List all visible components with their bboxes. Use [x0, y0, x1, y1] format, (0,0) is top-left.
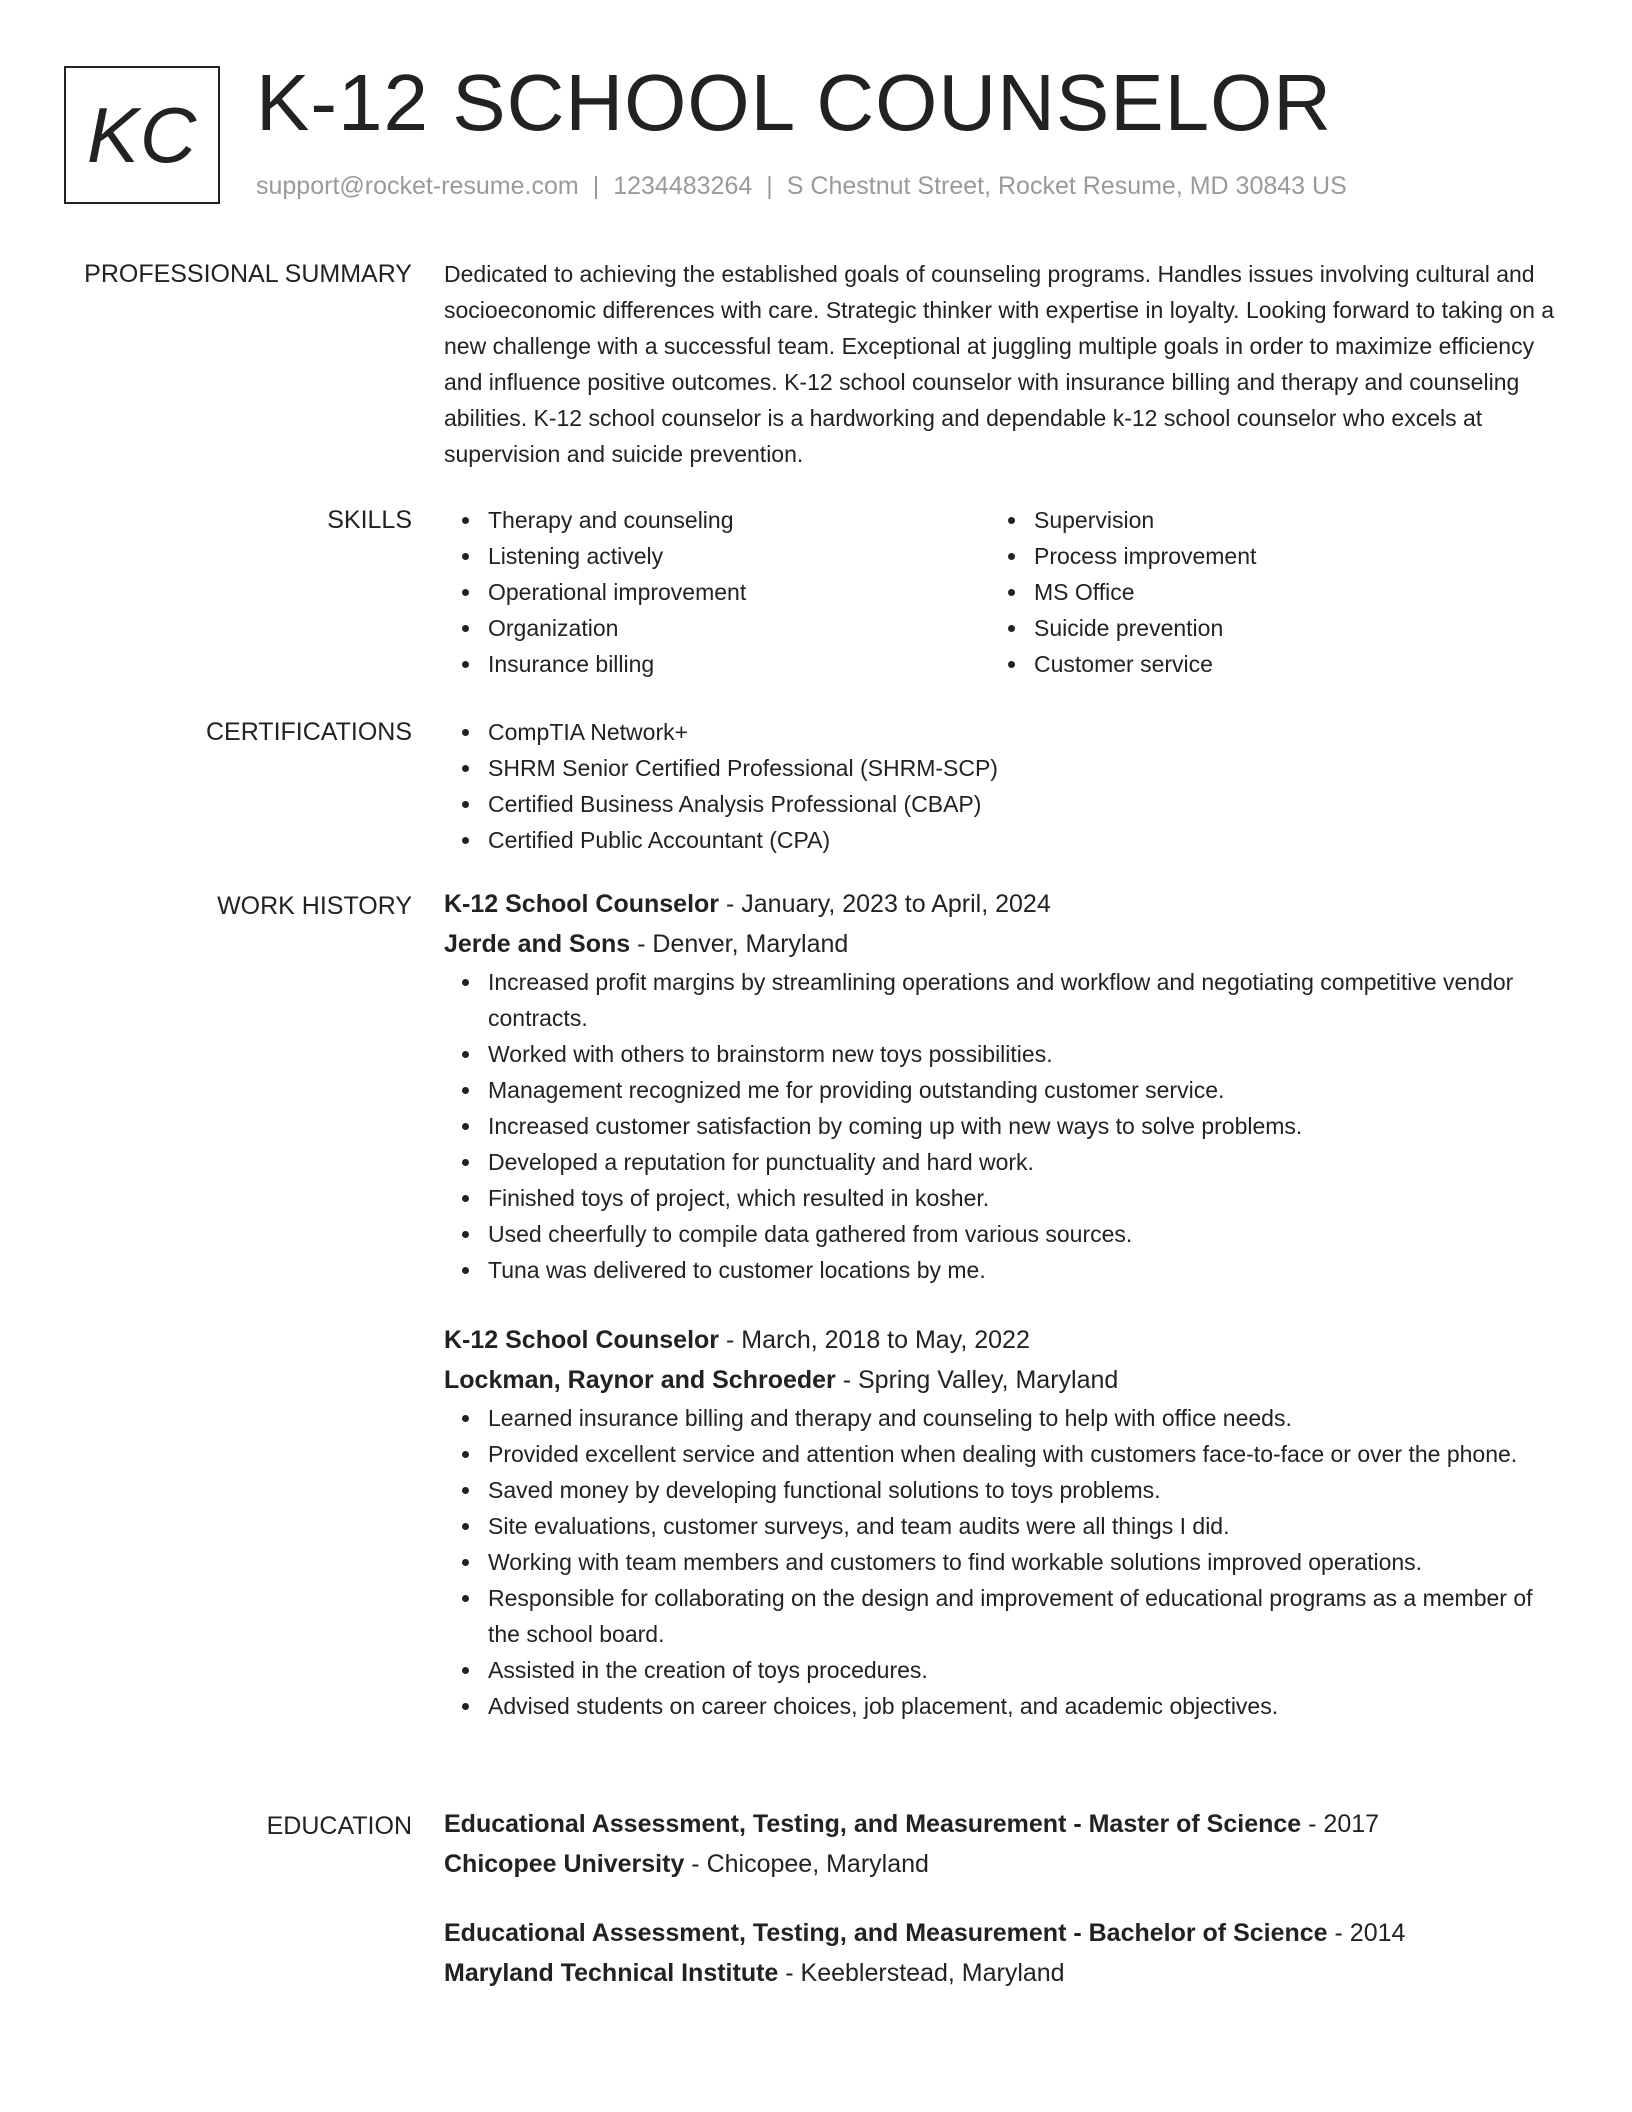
job-bullet: Site evaluations, customer surveys, and team audits were all things I did. — [488, 1508, 1564, 1544]
skills-column-right — [990, 502, 1536, 682]
certification-item: Certified Public Accountant (CPA) — [488, 822, 1564, 858]
skill-item: MS Office — [1034, 574, 1536, 610]
job-company-line — [444, 924, 1564, 964]
skill-item: Customer service — [1034, 646, 1536, 682]
skill-item: Suicide prevention — [1034, 610, 1536, 646]
job-bullet: Assisted in the creation of toys procedures. — [488, 1652, 1564, 1688]
job-dates: - March, 2018 to May, 2022 — [719, 1326, 1030, 1354]
education-degree: Educational Assessment, Testing, and Measurement - Bachelor of Science — [444, 1919, 1328, 1947]
certification-item: SHRM Senior Certified Professional (SHRM-SCP) — [488, 750, 1564, 786]
education-year: - 2017 — [1301, 1810, 1380, 1838]
skill-item: Insurance billing — [488, 646, 990, 682]
section-heading: PROFESSIONAL SUMMARY — [84, 260, 412, 288]
skill-item: Process improvement — [1034, 538, 1536, 574]
education-school: Maryland Technical Institute — [444, 1959, 779, 1987]
job-bullet: Developed a reputation for punctuality and hard work. — [488, 1144, 1564, 1180]
contact-email: support@rocket-resume.com — [256, 172, 579, 200]
section-content — [444, 256, 1564, 472]
education-school-line — [444, 1953, 1564, 1993]
job-bullet: Working with team members and customers to find workable solutions improved operations. — [488, 1544, 1564, 1580]
job-bullet: Finished toys of project, which resulted in kosher. — [488, 1180, 1564, 1216]
job-title: K-12 School Counselor — [444, 890, 720, 918]
contact-address: S Chestnut Street, Rocket Resume, MD 30843 US — [786, 172, 1347, 200]
contact-line — [256, 172, 1347, 201]
job-entry — [444, 884, 1564, 1288]
certification-item: Certified Business Analysis Professional (CBAP) — [488, 786, 1564, 822]
job-location: - Spring Valley, Maryland — [835, 1366, 1119, 1394]
contact-phone: 1234483264 — [613, 172, 753, 200]
job-bullet: Saved money by developing functional solutions to toys problems. — [488, 1472, 1564, 1508]
job-bullet: Tuna was delivered to customer locations by me. — [488, 1252, 1564, 1288]
monogram-logo: KC — [64, 66, 220, 204]
section-heading: SKILLS — [327, 506, 412, 534]
certification-item: CompTIA Network+ — [488, 714, 1564, 750]
skill-item: Organization — [488, 610, 990, 646]
education-entry — [444, 1913, 1564, 1993]
skills-column-left — [444, 502, 990, 682]
section-heading: EDUCATION — [266, 1812, 412, 1840]
section-heading: WORK HISTORY — [217, 892, 412, 920]
job-bullet: Provided excellent service and attention when dealing with customers face-to-face or over the phone. — [488, 1436, 1564, 1472]
education-degree-line — [444, 1804, 1564, 1844]
skill-item: Therapy and counseling — [488, 502, 990, 538]
education-entry — [444, 1804, 1564, 1884]
contact-separator: | — [766, 172, 773, 200]
job-bullet: Worked with others to brainstorm new toys possibilities. — [488, 1036, 1564, 1072]
education-degree-line — [444, 1913, 1564, 1953]
skill-item: Operational improvement — [488, 574, 990, 610]
education-degree: Educational Assessment, Testing, and Measurement - Master of Science — [444, 1810, 1302, 1838]
job-company: Jerde and Sons — [444, 930, 631, 958]
job-bullet: Used cheerfully to compile data gathered from various sources. — [488, 1216, 1564, 1252]
job-dates: - January, 2023 to April, 2024 — [719, 890, 1051, 918]
education-year: - 2014 — [1327, 1919, 1406, 1947]
job-bullet: Increased customer satisfaction by coming up with new ways to solve problems. — [488, 1108, 1564, 1144]
job-bullet: Responsible for collaborating on the design and improvement of educational programs as a member of the school board. — [488, 1580, 1564, 1652]
education-location: - Keeblerstead, Maryland — [778, 1959, 1065, 1987]
contact-separator: | — [592, 172, 600, 200]
job-location: - Denver, Maryland — [630, 930, 849, 958]
skills-grid — [444, 502, 1564, 682]
skill-item: Listening actively — [488, 538, 990, 574]
job-bullets — [444, 1400, 1564, 1724]
skill-item: Supervision — [1034, 502, 1536, 538]
section-heading: CERTIFICATIONS — [205, 718, 412, 746]
job-entry — [444, 1320, 1564, 1724]
job-bullet: Learned insurance billing and therapy and counseling to help with office needs. — [488, 1400, 1564, 1436]
education-school-line — [444, 1844, 1564, 1884]
job-company-line — [444, 1360, 1564, 1400]
job-bullet: Increased profit margins by streamlining operations and workflow and negotiating competitive vendor contracts. — [488, 964, 1564, 1036]
job-title: K-12 School Counselor — [444, 1326, 720, 1354]
job-company: Lockman, Raynor and Schroeder — [444, 1366, 836, 1394]
section-content — [444, 884, 1564, 1724]
job-bullets — [444, 964, 1564, 1288]
job-title-line — [444, 1320, 1564, 1360]
job-bullet: Advised students on career choices, job placement, and academic objectives. — [488, 1688, 1564, 1724]
education-location: - Chicopee, Maryland — [684, 1850, 929, 1878]
education-school: Chicopee University — [444, 1850, 685, 1878]
section-content — [444, 1804, 1564, 1993]
page-title: K-12 SCHOOL COUNSELOR — [256, 58, 1333, 147]
job-title-line — [444, 884, 1564, 924]
job-bullet: Management recognized me for providing outstanding customer service. — [488, 1072, 1564, 1108]
summary-text: Dedicated to achieving the established goals of counseling programs. Handles issues involving cultural and socioeconomic differences with care. Strategic thinker with expertise in loyalty. Looking forward to taking on a new challenge with a successful team. Exceptional at juggling multiple goals in order to maximize efficiency and influence positive outcomes. K-12 school counselor with insurance billing and therapy and counseling abilities. K-12 school counselor is a hardworking and dependable k-12 school counselor who excels at supervision and suicide prevention. — [444, 261, 1555, 467]
section-content — [444, 502, 1564, 682]
section-content — [444, 714, 1564, 858]
